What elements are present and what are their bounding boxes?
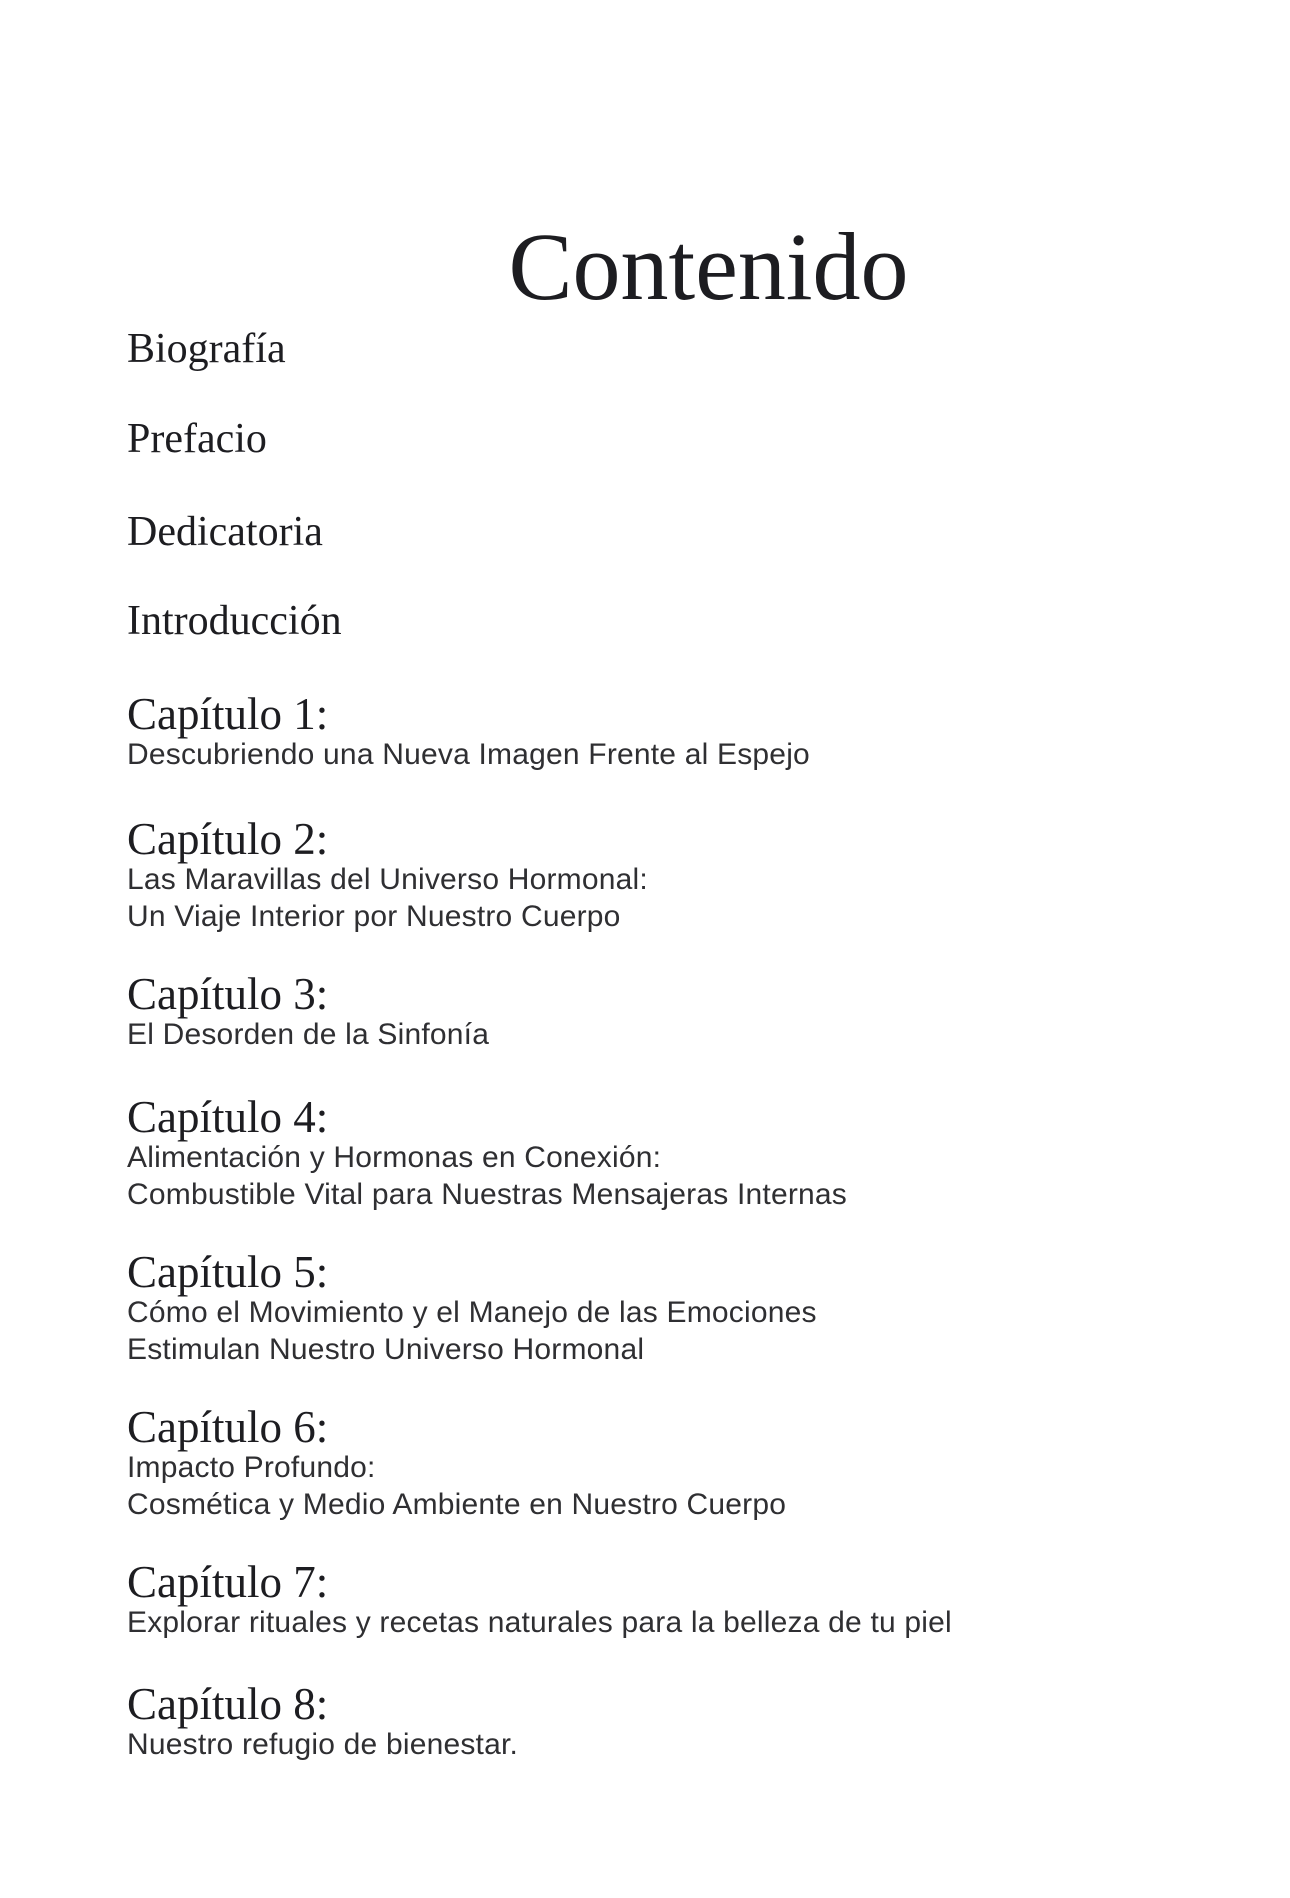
chapter-heading: Capítulo 6: (127, 1402, 329, 1452)
chapter-heading: Capítulo 3: (127, 969, 329, 1019)
chapter-subtitle-line: Estimulan Nuestro Universo Hormonal (127, 1333, 645, 1366)
chapter-heading: Capítulo 2: (127, 814, 329, 864)
toc-item-introduccion[interactable]: Introducción (127, 598, 342, 644)
toc-item-dedicatoria[interactable]: Dedicatoria (127, 509, 323, 555)
chapter-subtitle-line: Las Maravillas del Universo Hormonal: (127, 863, 648, 896)
chapter-subtitle-line: Un Viaje Interior por Nuestro Cuerpo (127, 900, 621, 933)
toc-chapter-8[interactable] (127, 1679, 1230, 1763)
chapter-subtitle-line: Cosmética y Medio Ambiente en Nuestro Cuerpo (127, 1488, 787, 1521)
toc-chapter-5[interactable] (127, 1247, 1230, 1368)
chapter-heading: Capítulo 8: (127, 1679, 329, 1729)
chapter-heading: Capítulo 7: (127, 1557, 329, 1607)
chapter-subtitle-line: Nuestro refugio de bienestar. (127, 1728, 519, 1761)
toc-chapter-1[interactable] (127, 689, 1230, 773)
chapter-subtitle-line: Combustible Vital para Nuestras Mensajeras Internas (127, 1178, 847, 1211)
chapter-heading: Capítulo 5: (127, 1247, 329, 1297)
chapter-subtitle-line: Descubriendo una Nueva Imagen Frente al Espejo (127, 738, 810, 771)
toc-chapter-6[interactable] (127, 1402, 1230, 1523)
chapter-subtitle-line: Impacto Profundo: (127, 1451, 376, 1484)
chapter-subtitle-line: El Desorden de la Sinfonía (127, 1018, 490, 1051)
chapter-subtitle-line: Explorar rituales y recetas naturales para la belleza de tu piel (127, 1606, 952, 1639)
chapter-subtitle-line: Alimentación y Hormonas en Conexión: (127, 1141, 662, 1174)
chapter-heading: Capítulo 4: (127, 1092, 329, 1142)
toc-item-biografia[interactable]: Biografía (127, 326, 286, 372)
toc-chapter-3[interactable] (127, 969, 1230, 1053)
toc-chapter-2[interactable] (127, 814, 1230, 935)
chapter-heading: Capítulo 1: (127, 689, 329, 739)
page-title: Contenido (508, 213, 909, 321)
toc-item-prefacio[interactable]: Prefacio (127, 416, 267, 462)
chapter-subtitle-line: Cómo el Movimiento y el Manejo de las Emociones (127, 1296, 817, 1329)
toc-chapter-7[interactable] (127, 1557, 1230, 1641)
toc-chapter-4[interactable] (127, 1092, 1230, 1213)
